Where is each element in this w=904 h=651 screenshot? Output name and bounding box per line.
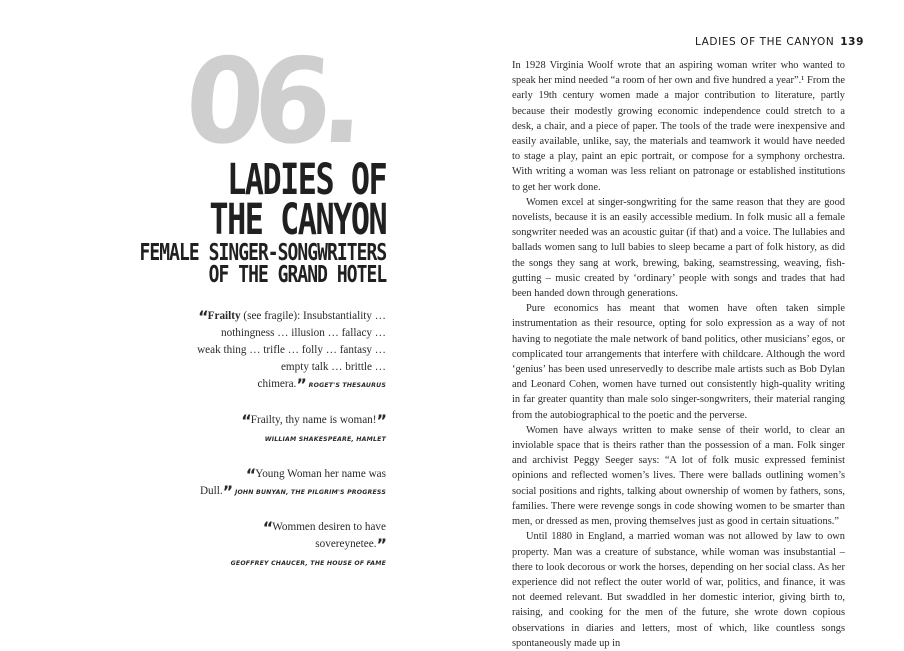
running-title: LADIES OF THE CANYON [694, 36, 835, 48]
chapter-number: 06. [181, 33, 359, 171]
quote-text: Frailty, thy name is woman! [250, 414, 377, 426]
close-quote-mark: ” [376, 535, 386, 554]
close-quote-mark: ” [222, 482, 233, 501]
quote-text: Wommen desiren to have sovereynetee. [272, 521, 386, 550]
epigraph-quote-1 [196, 308, 386, 394]
close-quote-mark: ” [296, 375, 306, 394]
open-quote-mark: “ [262, 518, 273, 537]
body-paragraph-2: Women excel at singer-songwriting for the same reason that they are good novelists, because it is an easily accessible medium. In folk music all a female songwriter needed was an acoustic guitar (if that) and a voice. The lullabies and ballads women sang to lull babies to sleep became a part of folk history, as did the songs they sang at work, brewing, baking, seamstressing, weaving, fish-gutting – music created by ‘ordinary’ people with songs and trades that had been handed down through generations. [512, 196, 845, 300]
left-page [0, 0, 452, 648]
page-number: 139 [840, 36, 864, 48]
quote-source: WILLIAM SHAKESPEARE, HAMLET [264, 436, 386, 443]
chapter-title-line-1: LADIES OF [226, 155, 386, 205]
open-quote-mark: “ [198, 307, 208, 326]
epigraph-quote-3 [196, 466, 386, 501]
chapter-title-line-2: THE CANYON [209, 195, 386, 245]
quote-text: (see fragile): Insubstantiality … nothingness … illusion … fallacy … weak thing … trifle … folly … fantasy … empty talk … brittle … chimera. [197, 310, 386, 390]
chapter-title-block [70, 155, 386, 288]
running-header [695, 36, 864, 48]
epigraph-quote-4 [196, 519, 386, 572]
close-quote-mark: ” [376, 411, 386, 430]
quote-source: JOHN BUNYAN, THE PILGRIM'S PROGRESS [234, 489, 386, 496]
body-text [512, 58, 845, 651]
epigraph-quotes [196, 308, 386, 590]
chapter-subtitle-line-1: FEMALE SINGER-SONGWRITERS [139, 240, 386, 266]
body-paragraph-3: Pure economics has meant that women have often taken simple instrumentation as their resource, opting for solo expression as a way of not having to negotiate the male network of band politics, other musicians’ egos, or complicated tour arrangements that interfere with childcare. Although the word ‘genius’ has been used unreservedly to describe male artists such as Bob Dylan and Leonard Cohen, women have turned out consistently high-quality writing in far greater quantity than male solo singer-songwriters, their material ranging from the autobiographical to the poetic and the perverse. [512, 303, 845, 421]
open-quote-mark: “ [245, 465, 256, 484]
body-paragraph-5: Until 1880 in England, a married woman was not allowed by law to own property. Man was a creature of substance, while woman was insubstantial – there to look decorous or work the horses, depending on her social class. As her experience did not reflect the outer world of war, politics, and finance, it was not deemed relevant. But swaddled in her domestic interior, giving birth to, raising, and cooking for the men of the future, she wrote down copious observations in diaries and letters, most of which, like countless songs spontaneously made up in [512, 531, 845, 649]
quote-source: GEOFFREY CHAUCER, THE HOUSE OF FAME [230, 560, 386, 567]
chapter-subtitle-line-2: OF THE GRAND HOTEL [208, 262, 386, 288]
quote-text: Young Woman her name was Dull. [199, 468, 386, 497]
quote-lead-word: Frailty [207, 310, 241, 322]
quote-source: ROGET'S THESAURUS [308, 382, 386, 389]
epigraph-quote-2 [196, 412, 386, 448]
body-paragraph-1: In 1928 Virginia Woolf wrote that an aspiring woman writer who wanted to speak her mind needed “a room of her own and five hundred a year”.¹ From the early 19th century women made a major contribution to literature, partly because their modestly growing economic independence could stretch to a desk, a chair, and a piece of paper. The tools of the trade were inexpensive and easily available, unlike, say, the materials and teamwork it would have needed to stage a play, paint an epic portrait, or compose for a symphony orchestra. With writing a woman was less reliant on patronage or established institutions to get her work done. [512, 60, 845, 193]
body-paragraph-4: Women have always written to make sense of their world, to clear an inviolable space that is theirs rather than the possession of a man. Folk singer and archivist Peggy Seeger says: “A lot of folk music expressed feminist opinions and reflected women’s lives. There were ballads outlining women’s social positions and rights, talking about ownership of women by fathers, sons, families. There were revenge songs in code showing women to be smarter than men, or dressed as men, proving themselves just as good in certain situations.” [512, 424, 845, 528]
open-quote-mark: “ [241, 411, 251, 430]
